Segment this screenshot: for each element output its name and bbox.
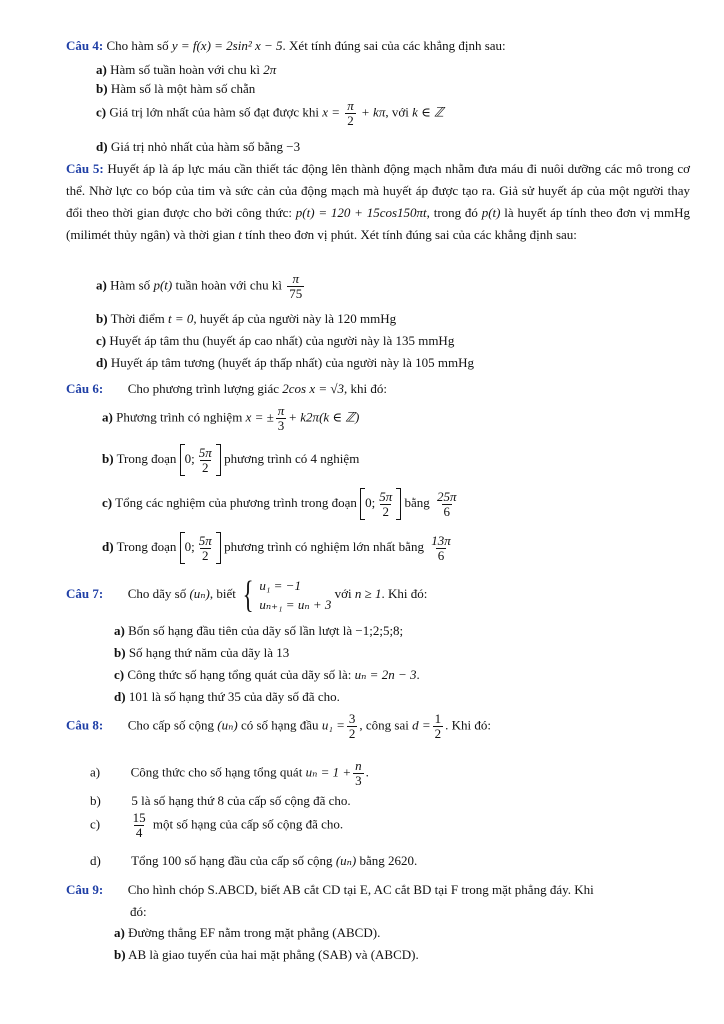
q6-d-result-den: 6 bbox=[437, 547, 445, 563]
q5-paragraph-4: tính theo đơn vị phút. Xét tính đúng sai của các khẳng định sau: bbox=[245, 227, 577, 242]
q4-option-b bbox=[96, 81, 255, 97]
q6-c-result-num: 25π bbox=[437, 488, 457, 504]
q8-a-text: Công thức cho số hạng tổng quát bbox=[130, 764, 303, 780]
q7-stem-d: . Khi đó: bbox=[381, 585, 428, 601]
q8-d-sequence: (uₙ) bbox=[335, 853, 357, 868]
q5-a-text: Hàm số bbox=[110, 277, 151, 293]
q8-stem-c: , công sai bbox=[359, 717, 409, 733]
q4-d-text: Giá trị nhỏ nhất của hàm số bằng bbox=[110, 139, 284, 154]
q6-a-den: 3 bbox=[277, 418, 285, 433]
q6-d-num: 5π bbox=[198, 532, 212, 548]
q8-c-text: một số hạng của cấp số cộng đã cho. bbox=[152, 816, 344, 832]
q8-d-text2: bằng bbox=[359, 853, 385, 868]
q8-stem bbox=[66, 712, 491, 741]
q4-stem-tail: . Xét tính đúng sai của các khẳng định sau: bbox=[282, 38, 506, 53]
q8-c-num: 15 bbox=[132, 810, 146, 825]
q4-c-tail: , với bbox=[385, 104, 409, 120]
q4-b-text: Hàm số là một hàm số chẵn bbox=[110, 81, 256, 96]
q5-option-c bbox=[96, 333, 454, 349]
q6-b-text2: phương trình có 4 nghiệm bbox=[224, 450, 360, 466]
q8-a-math: uₙ = 1 + bbox=[305, 764, 352, 780]
q6-option-a bbox=[102, 404, 359, 433]
q7-condition: n ≥ 1 bbox=[354, 585, 382, 601]
q4-a-label: a) bbox=[96, 62, 107, 77]
q8-c-fraction bbox=[131, 811, 148, 840]
q6-d-bracket-right bbox=[216, 532, 221, 564]
q8-option-b bbox=[90, 793, 351, 809]
q4-label: Câu 4: bbox=[66, 38, 104, 53]
q8-d-text: Tổng 100 số hạng đầu của cấp số cộng bbox=[131, 853, 333, 868]
q6-a-label: a) bbox=[102, 409, 113, 425]
q8-d-label: d) bbox=[90, 853, 101, 868]
q7-system bbox=[239, 576, 331, 614]
q4-option-c bbox=[96, 99, 444, 128]
q8-c-label: c) bbox=[90, 816, 101, 832]
q8-stem-e: . Khi đó: bbox=[445, 717, 491, 733]
q4-a-text: Hàm số tuần hoàn với chu kì bbox=[110, 62, 260, 77]
q8-d-den: 2 bbox=[434, 726, 442, 741]
q8-u1-num: 3 bbox=[348, 711, 356, 726]
q8-sequence: (uₙ) bbox=[217, 717, 238, 733]
q6-a-num: π bbox=[277, 403, 285, 418]
q6-d-text: Trong đoạn bbox=[116, 538, 177, 554]
q5-p-of-t: p(t) bbox=[481, 205, 501, 220]
q5-b-math: t = 0 bbox=[168, 311, 194, 326]
q9-a-text: Đường thẳng EF nằm trong mặt phẳng (ABCD). bbox=[128, 925, 381, 940]
q8-d-math: 2620 bbox=[388, 853, 415, 868]
q5-paragraph-2: , trong đó bbox=[426, 205, 478, 220]
q7-b-text: Số hạng thứ năm của dãy là 13 bbox=[128, 645, 290, 660]
q6-c-text: Tổng các nghiệm của phương trình trong đoạn bbox=[115, 494, 357, 510]
q6-c-text2: bằng bbox=[404, 494, 430, 510]
q9-option-a bbox=[114, 925, 380, 941]
q9-b-text: AB là giao tuyến của hai mặt phẳng (SAB) và (ABCD). bbox=[128, 947, 419, 962]
q7-system-row-1: u₁ = −1 bbox=[259, 578, 301, 593]
q6-c-num: 5π bbox=[379, 488, 393, 504]
q9-b-label: b) bbox=[114, 947, 126, 962]
q4-c-num: π bbox=[347, 98, 354, 113]
q7-a-text: Bốn số hạng đầu tiên của dãy số lần lượt là bbox=[128, 623, 353, 638]
q7-option-b bbox=[114, 645, 289, 661]
q5-c-label: c) bbox=[96, 333, 107, 348]
q5-a-den: 75 bbox=[289, 286, 303, 301]
q6-d-label: d) bbox=[102, 538, 114, 554]
q5-b-text: Thời điểm bbox=[110, 311, 165, 326]
q7-stem-text: Cho dãy số bbox=[127, 585, 187, 601]
q6-b-den: 2 bbox=[202, 459, 209, 475]
q8-d-fraction bbox=[433, 712, 444, 741]
q6-label: Câu 6: bbox=[66, 381, 104, 396]
q7-d-text: 101 là số hạng thứ 35 của dãy số đã cho. bbox=[128, 689, 340, 704]
q8-stem-b: có số hạng đầu bbox=[240, 717, 319, 733]
q6-b-text: Trong đoạn bbox=[116, 450, 177, 466]
q4-d-math: −3 bbox=[286, 139, 301, 154]
q7-brace: { bbox=[242, 574, 254, 616]
q6-a-fraction bbox=[276, 404, 287, 433]
q5-option-d bbox=[96, 355, 474, 371]
q8-u1: u₁ = bbox=[321, 717, 345, 733]
q4-option-d bbox=[96, 139, 300, 155]
q7-option-c bbox=[114, 667, 420, 683]
q7-c-math: uₙ = 2n − 3 bbox=[354, 667, 417, 682]
q4-b-label: b) bbox=[96, 81, 108, 96]
q4-option-a bbox=[96, 62, 276, 78]
q7-a-math: −1;2;5;8; bbox=[355, 623, 404, 638]
q8-label: Câu 8: bbox=[66, 717, 104, 733]
q8-stem-text: Cho cấp số cộng bbox=[127, 717, 214, 733]
q9-stem-text-2: đó: bbox=[130, 904, 147, 919]
q6-c-label: c) bbox=[102, 494, 113, 510]
q5-b-text2: , huyết áp của người này là 120 mmHg bbox=[193, 311, 397, 326]
q4-function: y = f(x) = 2sin² x − 5 bbox=[171, 38, 283, 53]
q7-c-label: c) bbox=[114, 667, 125, 682]
q6-b-label: b) bbox=[102, 450, 114, 466]
q6-c-interval-start: 0; bbox=[365, 494, 376, 510]
q5-paragraph-1: Huyết áp là áp lực máu cần thiết tác động lên thành động mạch nhằm đưa máu đi nuôi dưỡng các mô trong cơ thể. Nhờ lực co bóp của tim và sức cản của động mạch mà huyết áp được tạo ra. Giả sử huyết áp của một người thay đổi theo thời gian được cho bởi công thức: bbox=[66, 161, 690, 220]
q5-label: Câu 5: bbox=[66, 161, 104, 176]
q5-a-label: a) bbox=[96, 277, 107, 293]
q6-d-fraction bbox=[197, 534, 214, 563]
q5-t: t bbox=[238, 227, 242, 242]
q6-b-fraction bbox=[197, 446, 214, 475]
q7-stem bbox=[66, 576, 427, 614]
q4-d-label: d) bbox=[96, 139, 108, 154]
q6-d-den: 2 bbox=[202, 547, 209, 563]
q5-a-text2: tuần hoàn với chu kì bbox=[175, 277, 282, 293]
q8-option-c bbox=[90, 811, 343, 840]
q8-a-num: n bbox=[355, 758, 362, 773]
q4-stem-text: Cho hàm số bbox=[106, 38, 169, 53]
q7-option-d bbox=[114, 689, 340, 705]
q4-c-tail-math: + kπ bbox=[361, 104, 386, 120]
q8-b-text: 5 là số hạng thứ 8 của cấp số cộng đã cho. bbox=[131, 793, 351, 808]
q5-a-math: p(t) bbox=[153, 277, 173, 293]
q6-b-num: 5π bbox=[198, 444, 212, 460]
q6-a-x: x = ± bbox=[245, 409, 274, 425]
q4-stem bbox=[66, 38, 506, 54]
q9-option-b bbox=[114, 947, 419, 963]
q9-stem bbox=[66, 882, 594, 898]
q5-paragraph-3: là huyết áp tính theo đơn vị mmHg (milimét thủy ngân) và thời gian bbox=[66, 205, 690, 242]
q8-a-fraction bbox=[353, 759, 364, 788]
q6-option-c bbox=[102, 488, 461, 520]
q4-c-set: k ∈ ℤ bbox=[412, 104, 444, 120]
q6-d-text2: phương trình có nghiệm lớn nhất bằng bbox=[224, 538, 424, 554]
q6-d-interval-start: 0; bbox=[184, 538, 195, 554]
q6-c-fraction bbox=[377, 490, 394, 519]
q7-sequence: (uₙ) bbox=[189, 585, 210, 601]
q7-option-a bbox=[114, 623, 403, 639]
q7-a-label: a) bbox=[114, 623, 125, 638]
q9-label: Câu 9: bbox=[66, 882, 104, 897]
q5-option-a bbox=[96, 272, 306, 301]
q8-b-label: b) bbox=[90, 793, 101, 808]
q6-b-bracket-right bbox=[216, 444, 221, 476]
q6-a-tail: + k2π(k ∈ ℤ) bbox=[288, 409, 360, 425]
q9-stem-continued bbox=[130, 904, 147, 920]
q7-system-rows bbox=[259, 576, 331, 614]
q9-stem-text: Cho hình chóp S.ABCD, biết AB cắt CD tại E, AC cắt BD tại F trong mặt phẳng đáy. Khi bbox=[127, 882, 594, 897]
q4-c-fraction bbox=[345, 99, 356, 128]
q8-c-den: 4 bbox=[135, 825, 143, 840]
q6-stem bbox=[66, 381, 387, 397]
q6-equation: 2cos x = √3 bbox=[282, 381, 345, 396]
q6-c-result-den: 6 bbox=[443, 503, 451, 519]
q8-option-a bbox=[90, 759, 369, 788]
q6-c-bracket-right bbox=[396, 488, 401, 520]
q8-d: d = bbox=[412, 717, 431, 733]
q6-c-result bbox=[435, 490, 459, 519]
q7-d-label: d) bbox=[114, 689, 126, 704]
q8-a-den: 3 bbox=[355, 773, 362, 788]
q6-c-den: 2 bbox=[382, 503, 389, 519]
q8-d-num: 1 bbox=[434, 711, 442, 726]
q5-b-label: b) bbox=[96, 311, 108, 326]
q8-u1-den: 2 bbox=[348, 726, 356, 741]
q6-option-b bbox=[102, 444, 359, 476]
q7-system-row-2: uₙ₊₁ = uₙ + 3 bbox=[259, 597, 332, 612]
q4-c-x: x = bbox=[322, 104, 341, 120]
q9-a-label: a) bbox=[114, 925, 125, 940]
q6-stem-tail: , khi đó: bbox=[344, 381, 388, 396]
q4-a-math: 2π bbox=[263, 62, 277, 77]
q8-a-tail: . bbox=[365, 764, 369, 780]
q7-label: Câu 7: bbox=[66, 585, 104, 601]
q4-c-den: 2 bbox=[347, 113, 354, 128]
q6-d-result bbox=[429, 534, 453, 563]
q7-b-label: b) bbox=[114, 645, 126, 660]
q5-a-num: π bbox=[292, 271, 299, 286]
q6-stem-text: Cho phương trình lượng giác bbox=[127, 381, 280, 396]
q7-c-tail: . bbox=[416, 667, 420, 682]
q4-c-label: c) bbox=[96, 104, 107, 120]
q8-a-label: a) bbox=[90, 764, 101, 780]
q6-option-d bbox=[102, 532, 455, 564]
q5-d-label: d) bbox=[96, 355, 108, 370]
q5-a-fraction bbox=[287, 272, 304, 301]
q7-stem-b: , biết bbox=[209, 585, 236, 601]
q7-stem-c: với bbox=[334, 585, 352, 601]
q5-stem bbox=[66, 158, 690, 246]
q6-b-interval-start: 0; bbox=[184, 450, 195, 466]
q4-c-text: Giá trị lớn nhất của hàm số đạt được khi bbox=[109, 104, 319, 120]
q6-d-result-num: 13π bbox=[431, 532, 451, 548]
q6-a-text: Phương trình có nghiệm bbox=[116, 409, 243, 425]
q5-c-text: Huyết áp tâm thu (huyết áp cao nhất) của người này là 135 mmHg bbox=[109, 333, 455, 348]
q5-d-text: Huyết áp tâm tương (huyết áp thấp nhất) của người này là 105 mmHg bbox=[110, 355, 475, 370]
q7-c-text: Công thức số hạng tổng quát của dãy số là: bbox=[127, 667, 352, 682]
q8-option-d bbox=[90, 853, 417, 869]
q5-option-b bbox=[96, 311, 396, 327]
q5-formula: p(t) = 120 + 15cos150πt bbox=[295, 205, 427, 220]
q8-u1-fraction bbox=[347, 712, 358, 741]
q8-d-tail: . bbox=[414, 853, 418, 868]
